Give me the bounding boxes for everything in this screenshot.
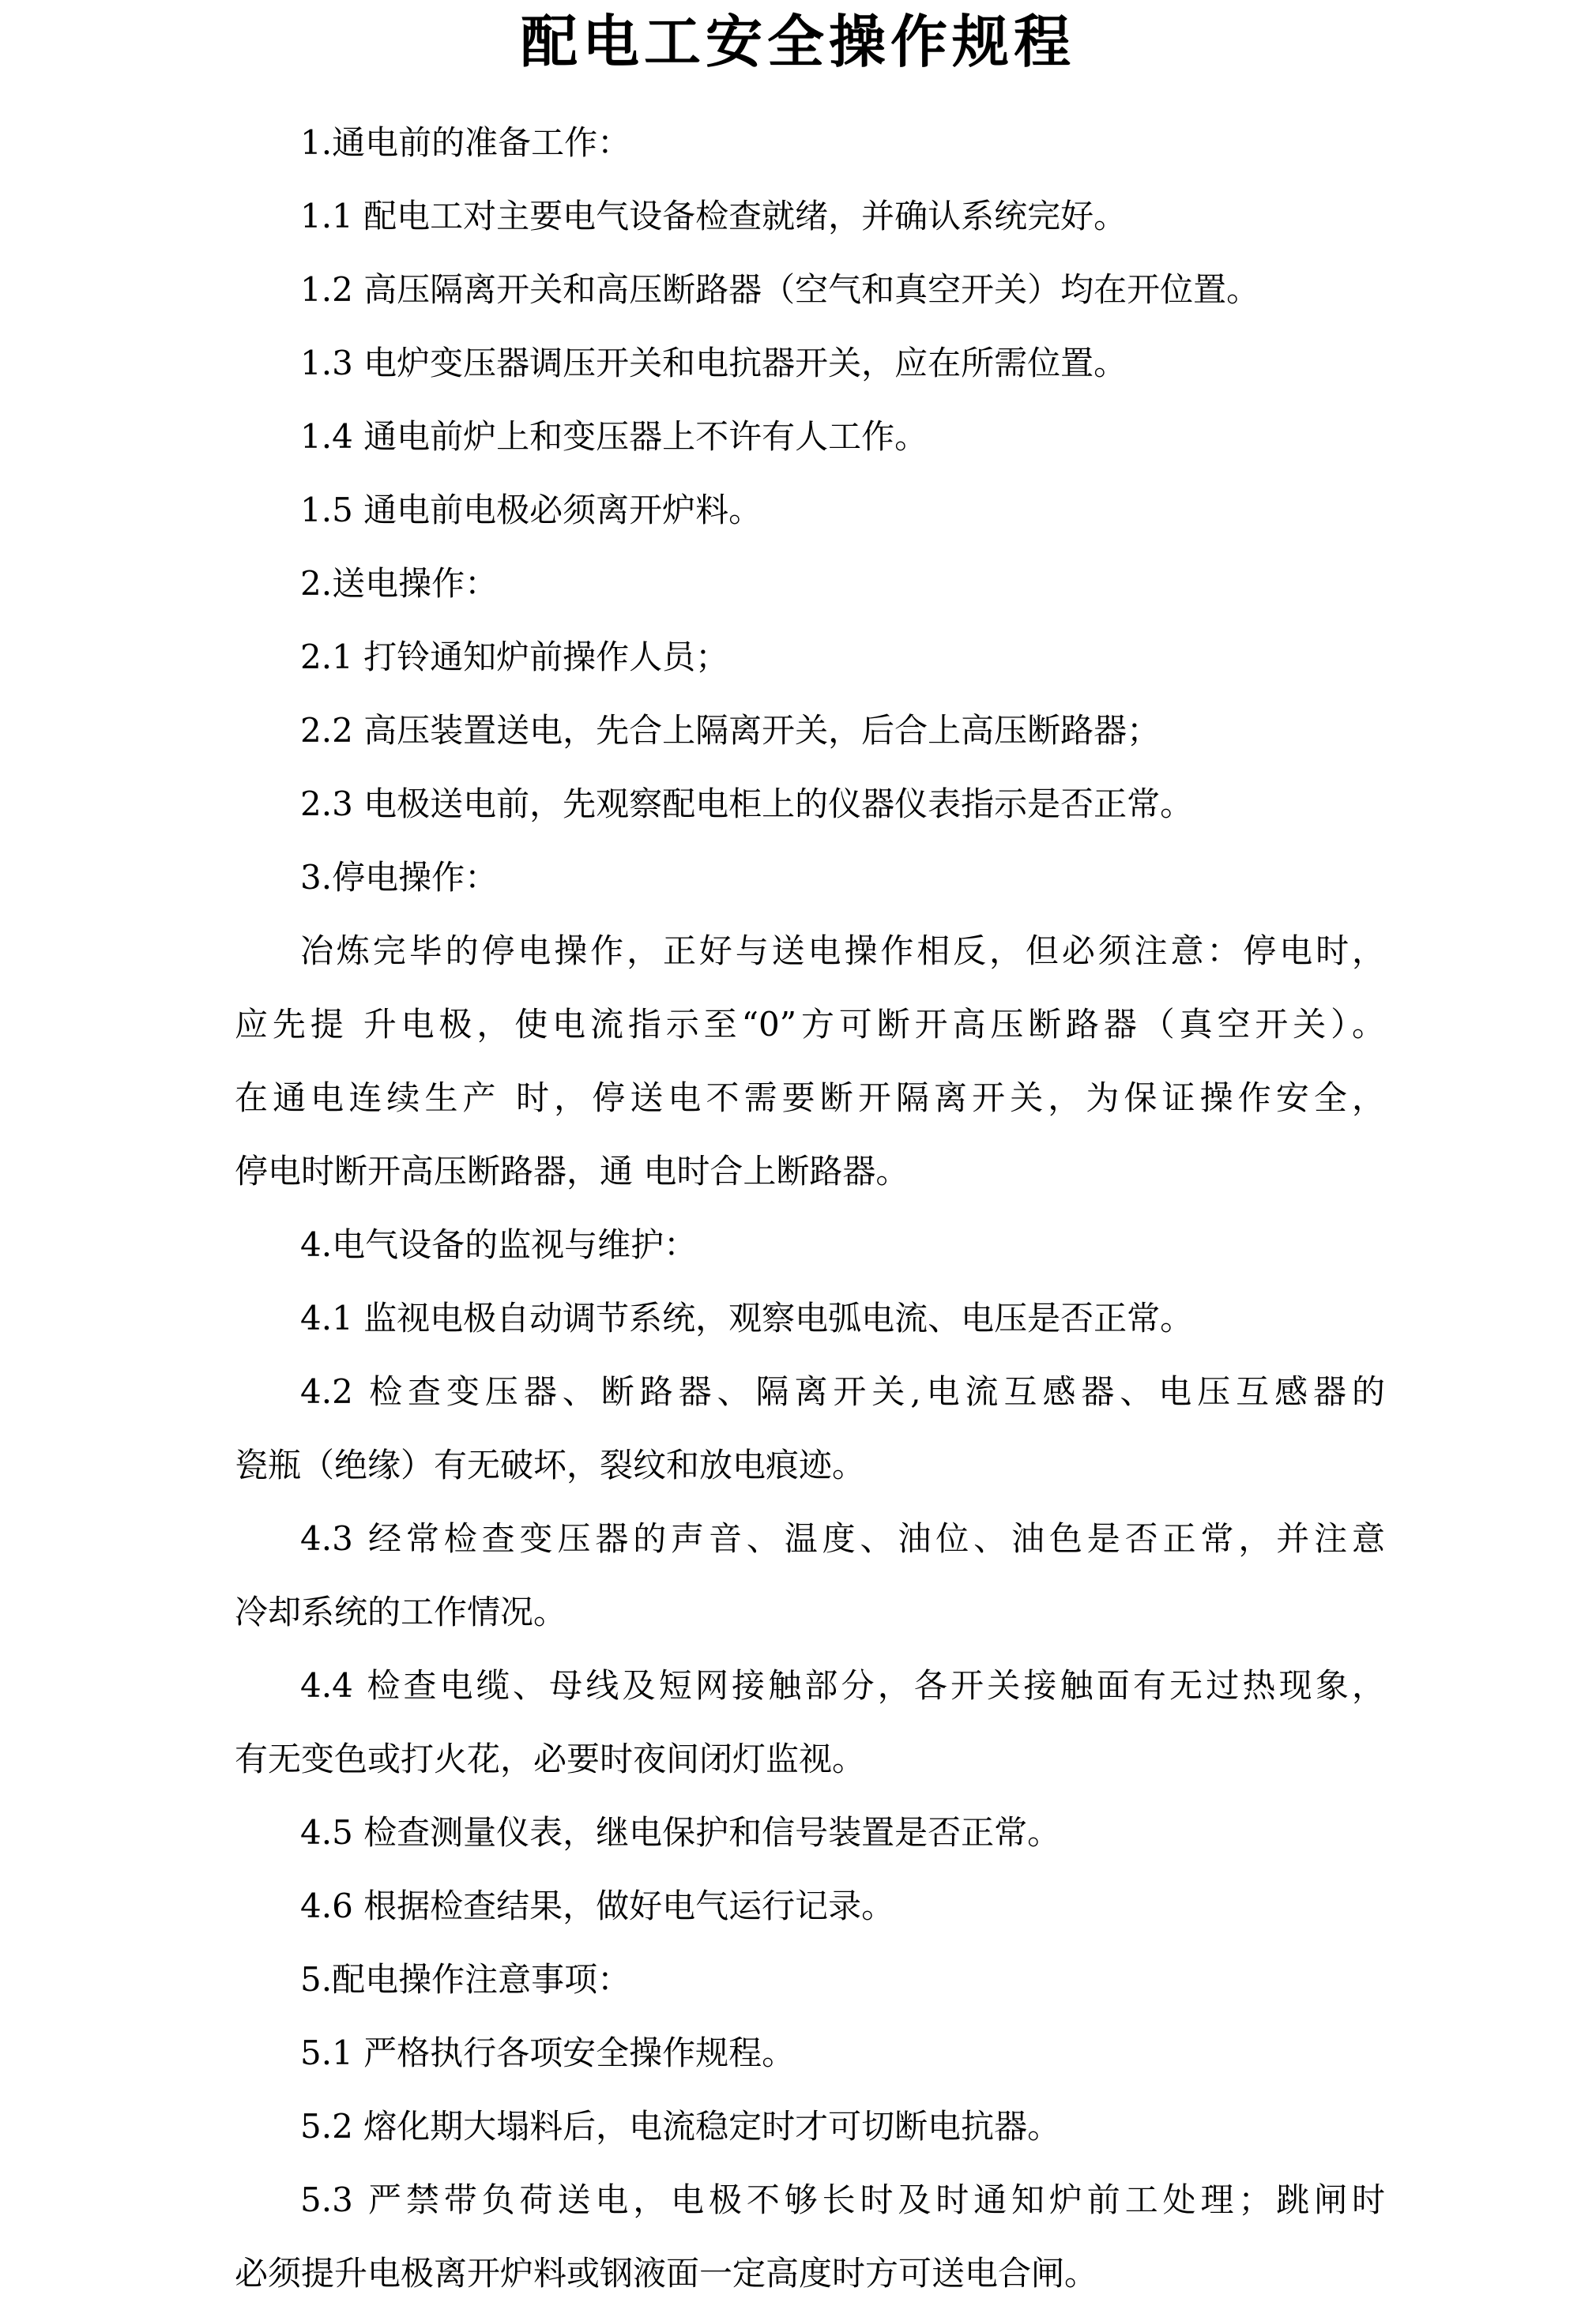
section-heading-1: 1.通电前的准备工作： <box>300 123 631 162</box>
paragraph-1-4: 1.4 通电前炉上和变压器上不许有人工作。 <box>300 417 928 456</box>
paragraph-1-3: 1.3 电炉变压器调压开关和电抗器开关，应在所需位置。 <box>300 344 1127 382</box>
paragraph-4-2-line-2: 瓷瓶（绝缘）有无破坏，裂纹和放电痕迹。 <box>235 1446 866 1484</box>
paragraph-3-line-4: 停电时断开高压断路器，通 电时合上断路器。 <box>235 1152 909 1191</box>
paragraph-2-3: 2.3 电极送电前，先观察配电柜上的仪器仪表指示是否正常。 <box>300 784 1194 823</box>
paragraph-5-1: 5.1 严格执行各项安全操作规程。 <box>300 2033 796 2072</box>
paragraph-4-3-line-2: 冷却系统的工作情况。 <box>235 1593 567 1631</box>
paragraph-4-4-line-2: 有无变色或打火花，必要时夜间闭灯监视。 <box>235 1740 866 1778</box>
paragraph-2-2: 2.2 高压装置送电，先合上隔离开关，后合上高压断路器； <box>300 711 1161 750</box>
paragraph-1-2: 1.2 高压隔离开关和高压断路器（空气和真空开关）均在开位置。 <box>300 270 1260 309</box>
paragraph-4-4-line-1: 4.4 检查电缆、母线及短网接触部分，各开关接触面有无过热现象， <box>300 1666 1385 1705</box>
section-heading-5: 5.配电操作注意事项： <box>300 1960 631 1999</box>
document-body <box>235 106 1388 2310</box>
paragraph-5-3-line-2: 必须提升电极离开炉料或钢液面一定高度时方可送电合闸。 <box>235 2254 1098 2293</box>
section-heading-2: 2.送电操作： <box>300 564 499 603</box>
paragraph-3-line-2: 应先提 升电极，使电流指示至“0”方可断开高压断路器（真空开关）。 <box>235 1005 1385 1044</box>
paragraph-4-3-line-1: 4.3 经常检查变压器的声音、温度、油位、油色是否正常，并注意 <box>300 1519 1385 1558</box>
section-heading-4: 4.电气设备的监视与维护： <box>300 1225 698 1264</box>
paragraph-5-2: 5.2 熔化期大塌料后，电流稳定时才可切断电抗器。 <box>300 2107 1061 2146</box>
paragraph-1-1: 1.1 配电工对主要电气设备检查就绪，并确认系统完好。 <box>300 197 1127 235</box>
paragraph-5-3-line-1: 5.3 严禁带负荷送电，电极不够长时及时通知炉前工处理；跳闸时 <box>300 2180 1385 2219</box>
paragraph-4-5: 4.5 检查测量仪表，继电保护和信号装置是否正常。 <box>300 1813 1061 1852</box>
document-title: 配电工安全操作规程 <box>520 9 1075 75</box>
paragraph-3-line-1: 冶炼完毕的停电操作，正好与送电操作相反，但必须注意：停电时， <box>300 931 1385 970</box>
paragraph-4-2-line-1: 4.2 检查变压器、断路器、隔离开关,电流互感器、电压互感器的 <box>300 1372 1385 1411</box>
paragraph-3-line-3: 在通电连续生产 时，停送电不需要断开隔离开关，为保证操作安全， <box>235 1078 1385 1117</box>
section-heading-3: 3.停电操作： <box>300 858 499 897</box>
paragraph-1-5: 1.5 通电前电极必须离开炉料。 <box>300 491 762 529</box>
paragraph-4-6: 4.6 根据检查结果，做好电气运行记录。 <box>300 1887 895 1925</box>
paragraph-2-1: 2.1 打铃通知炉前操作人员； <box>300 638 729 676</box>
paragraph-4-1: 4.1 监视电极自动调节系统，观察电弧电流、电压是否正常。 <box>300 1299 1194 1337</box>
